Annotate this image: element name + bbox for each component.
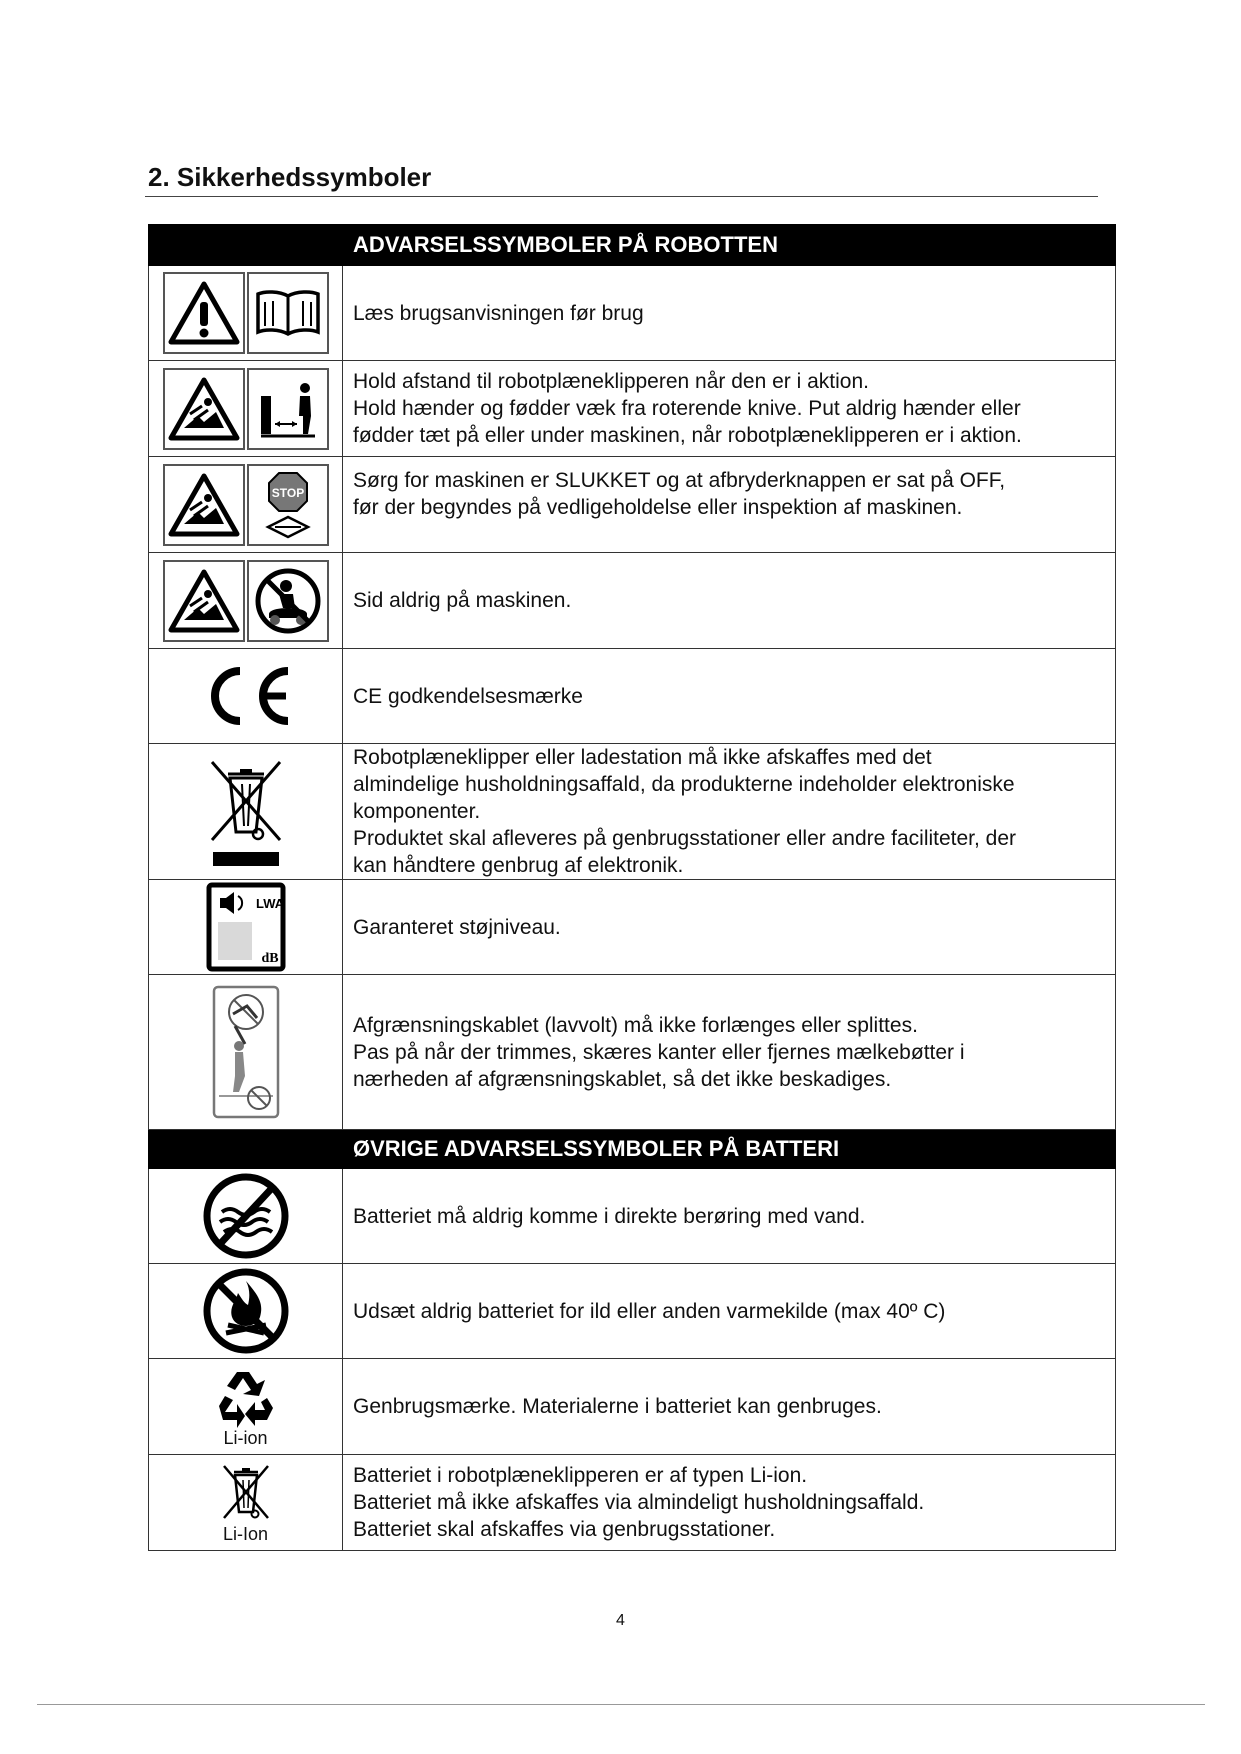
description-line: kan håndtere genbrug af elektronik. xyxy=(353,854,684,877)
title-divider xyxy=(145,196,1098,197)
warning-triangle-hand-icon xyxy=(163,368,245,450)
ce-mark-icon xyxy=(149,663,342,729)
description-line: Garanteret støjniveau. xyxy=(353,915,561,939)
safety-symbols-table xyxy=(148,224,1116,1551)
stop-icon xyxy=(247,464,329,546)
svg-text:STOP: STOP xyxy=(271,485,304,500)
warning-triangle-hand-icon xyxy=(163,464,245,546)
crossed-bin-icon xyxy=(149,756,342,868)
description-line: komponenter. xyxy=(353,800,481,823)
symbol-description xyxy=(343,1455,1116,1551)
recycle-icon xyxy=(213,1366,279,1428)
boundary-cable-icon xyxy=(149,984,342,1120)
description-line: fødder tæt på eller under maskinen, når robotplæneklipperen er i aktion. xyxy=(353,424,1022,447)
symbol-row xyxy=(149,457,1116,553)
description-line: Sørg for maskinen er SLUKKET og at afbryderknappen er sat på OFF, xyxy=(353,469,1006,492)
symbol-row xyxy=(149,744,1116,880)
warning-triangle-icon xyxy=(163,272,245,354)
description-line: før der begyndes på vedligeholdelse eller inspektion af maskinen. xyxy=(353,496,963,519)
symbol-description xyxy=(343,1264,1116,1359)
description-line: Udsæt aldrig batteriet for ild eller anden varmekilde (max 40º C) xyxy=(353,1299,946,1323)
battery-section-header xyxy=(149,1130,1116,1169)
recycle-icon-label: Li-ion xyxy=(223,1427,268,1448)
symbol-description xyxy=(343,361,1116,457)
symbol-row xyxy=(149,1264,1116,1359)
no-water-icon xyxy=(149,1172,342,1260)
symbol-description xyxy=(343,880,1116,975)
description-line: nærheden af afgrænsningskablet, så det ikke beskadiges. xyxy=(353,1067,892,1091)
robot-header-text: ADVARSELSSYMBOLER PÅ ROBOTTEN xyxy=(343,225,1116,266)
symbol-row xyxy=(149,1359,1116,1455)
battery-header-text: ØVRIGE ADVARSELSSYMBOLER PÅ BATTERI xyxy=(343,1130,1116,1169)
symbol-row xyxy=(149,1169,1116,1264)
symbol-row xyxy=(149,361,1116,457)
description-line: Pas på når der trimmes, skæres kanter eller fjernes mælkebøtter i xyxy=(353,1040,965,1064)
bin-icon-label: Li-Ion xyxy=(222,1523,269,1544)
description-line: Genbrugsmærke. Materialerne i batteriet kan genbruges. xyxy=(353,1395,882,1418)
description-line: Produktet skal afleveres på genbrugsstationer eller andre faciliteter, der xyxy=(353,827,1017,850)
crossed-bin-icon xyxy=(218,1462,274,1524)
symbol-row xyxy=(149,649,1116,744)
symbol-row xyxy=(149,266,1116,361)
symbol-row xyxy=(149,553,1116,649)
description-line: Afgrænsningskablet (lavvolt) må ikke forlænges eller splittes. xyxy=(353,1013,918,1037)
keep-distance-icon xyxy=(247,368,329,450)
no-fire-icon xyxy=(149,1267,342,1355)
description-line: Batteriet må ikke afskaffes via almindeligt husholdningsaffald. xyxy=(353,1491,925,1514)
noise-lwa-label: LWA xyxy=(255,896,284,911)
description-line: Hold afstand til robotplæneklipperen når den er i aktion. xyxy=(353,370,869,393)
description-line: Robotplæneklipper eller ladestation må ikke afskaffes med det xyxy=(353,746,932,769)
symbol-row xyxy=(149,880,1116,975)
symbol-description xyxy=(343,744,1116,880)
description-line: Batteriet må aldrig komme i direkte berøring med vand. xyxy=(353,1204,866,1228)
book-icon xyxy=(247,272,329,354)
symbol-description xyxy=(343,457,1116,553)
no-riding-icon xyxy=(247,560,329,642)
description-line: Sid aldrig på maskinen. xyxy=(353,589,572,612)
robot-section-header xyxy=(149,225,1116,266)
description-line: CE godkendelsesmærke xyxy=(353,684,583,708)
description-line: Læs brugsanvisningen før brug xyxy=(353,301,644,325)
symbol-row xyxy=(149,975,1116,1130)
symbol-description xyxy=(343,553,1116,649)
description-line: Batteriet skal afskaffes via genbrugsstationer. xyxy=(353,1518,776,1541)
noise-db-label: dB xyxy=(260,951,279,966)
description-line: Hold hænder og fødder væk fra roterende knive. Put aldrig hænder eller xyxy=(353,397,1021,420)
description-line: almindelige husholdningsaffald, da produkterne indeholder elektroniske xyxy=(353,773,1015,796)
symbol-description xyxy=(343,975,1116,1130)
symbol-description xyxy=(343,266,1116,361)
symbol-description xyxy=(343,1169,1116,1264)
symbol-description xyxy=(343,1359,1116,1455)
footer-divider xyxy=(37,1704,1205,1705)
description-line: Batteriet i robotplæneklipperen er af typen Li-ion. xyxy=(353,1464,808,1487)
noise-level-icon xyxy=(149,882,342,972)
section-title: 2. Sikkerhedssymboler xyxy=(148,162,432,192)
page-number: 4 xyxy=(616,1612,625,1629)
symbol-description xyxy=(343,649,1116,744)
symbol-row xyxy=(149,1455,1116,1551)
warning-triangle-hand-icon xyxy=(163,560,245,642)
